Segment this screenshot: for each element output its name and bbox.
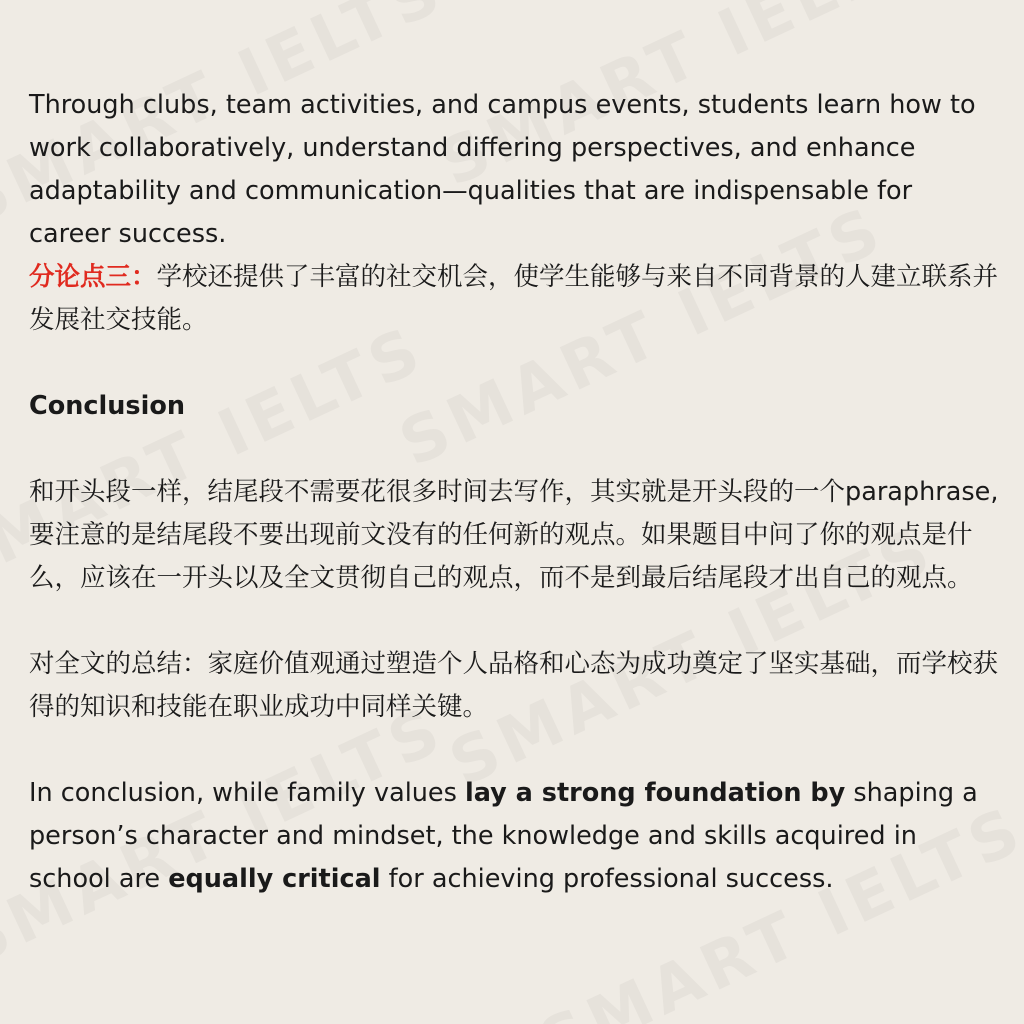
summary-note: 对全文的总结：家庭价值观通过塑造个人品格和心态为成功奠定了坚实基础，而学校获得的知识和技能在职业成功中同样关键。	[29, 649, 999, 722]
spacer	[29, 729, 999, 772]
final-text-2: shaping a person’s character and mindset, the knowledge and skills acquired in school are	[29, 778, 978, 894]
final-text-3: for achieving professional success.	[380, 864, 834, 894]
spacer	[29, 342, 999, 385]
document-body	[29, 84, 999, 901]
point-three-paragraph	[29, 256, 999, 342]
final-paragraph	[29, 772, 999, 901]
point-three-label: 分论点三：	[29, 262, 157, 292]
spacer	[29, 600, 999, 643]
spacer	[29, 428, 999, 471]
final-bold-2: equally critical	[168, 864, 381, 894]
conclusion-heading: Conclusion	[29, 391, 185, 421]
final-bold-1: lay a strong foundation by	[465, 778, 846, 808]
intro-paragraph: Through clubs, team activities, and campus events, students learn how to work collaboratively, understand differing perspectives, and enhance adaptability and communication—qualities that are indispensable for career success.	[29, 90, 976, 249]
point-three-text: 学校还提供了丰富的社交机会，使学生能够与来自不同背景的人建立联系并发展社交技能。	[29, 262, 999, 335]
conclusion-note: 和开头段一样，结尾段不需要花很多时间去写作，其实就是开头段的一个paraphrase, 要注意的是结尾段不要出现前文没有的任何新的观点。如果题目中问了你的观点是什么，应该在一开头以及全文贯彻自己的观点，而不是到最后结尾段才出自己的观点。	[29, 477, 999, 593]
final-text-1: In conclusion, while family values	[29, 778, 466, 808]
